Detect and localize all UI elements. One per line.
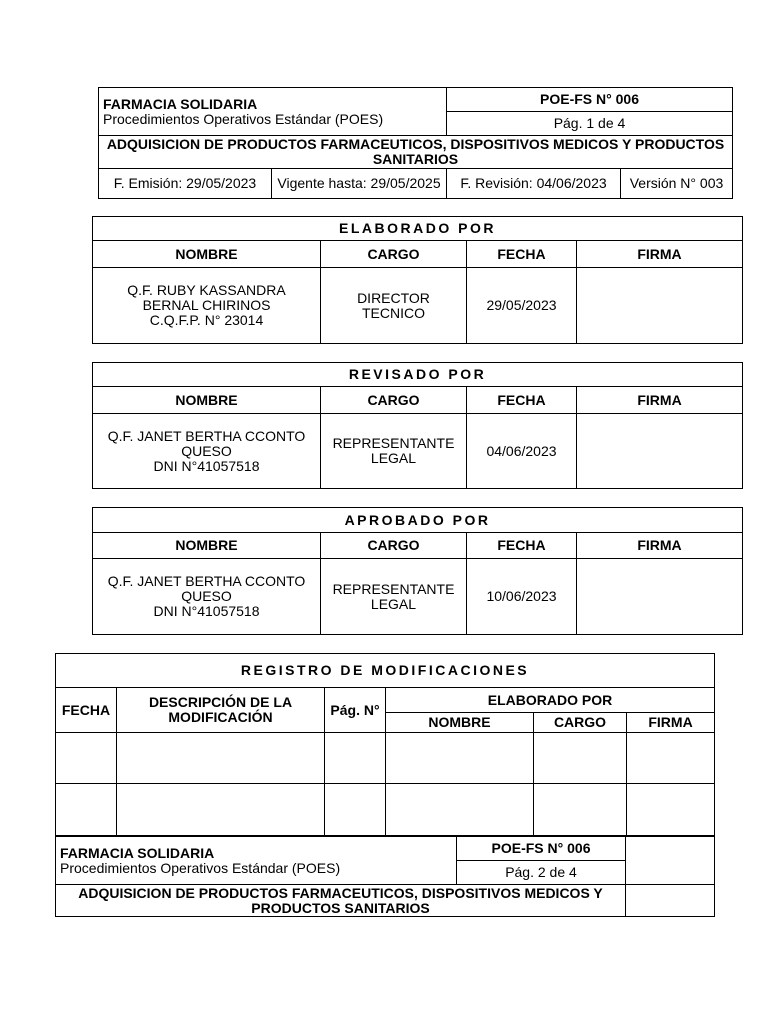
- firma-cell: [577, 414, 743, 489]
- col-firma: FIRMA: [577, 241, 743, 268]
- elaborado-table: [92, 216, 743, 344]
- nombre-line: BERNAL CHIRINOS: [142, 297, 271, 313]
- nombre-cell: [93, 414, 321, 489]
- empty-cell: [117, 784, 325, 836]
- registro-modificaciones-table: [55, 653, 715, 836]
- nombre-line: DNI N°41057518: [153, 603, 260, 619]
- company-cell: [99, 88, 447, 136]
- fecha-cell: 10/06/2023: [467, 559, 577, 635]
- empty-cell: [626, 885, 715, 917]
- table-row: [56, 733, 715, 784]
- section-title: ELABORADO POR: [93, 217, 743, 241]
- col-cargo: CARGO: [321, 533, 467, 559]
- valid-until: Vigente hasta: 29/05/2025: [272, 169, 447, 199]
- document-code: POE-FS N° 006: [447, 88, 733, 112]
- company-subtitle: Procedimientos Operativos Estándar (POES): [60, 859, 341, 876]
- col-descripcion: DESCRIPCIÓN DE LA MODIFICACIÓN: [117, 688, 325, 733]
- empty-cell: [627, 784, 715, 836]
- version-number: Versión N° 003: [621, 169, 733, 199]
- nombre-line: C.Q.F.P. N° 23014: [149, 312, 264, 328]
- nombre-line: Q.F. JANET BERTHA CCONTO: [107, 427, 306, 444]
- nombre-line: Q.F. JANET BERTHA CCONTO: [107, 573, 306, 589]
- company-name: FARMACIA SOLIDARIA: [60, 844, 215, 861]
- emission-date: F. Emisión: 29/05/2023: [99, 169, 272, 199]
- table-row: [56, 784, 715, 836]
- nombre-line: QUESO: [181, 442, 232, 459]
- col-firma: FIRMA: [577, 533, 743, 559]
- col-nombre: NOMBRE: [93, 533, 321, 559]
- col-nombre: NOMBRE: [386, 713, 534, 733]
- section-title: REGISTRO DE MODIFICACIONES: [56, 654, 715, 688]
- col-nombre: NOMBRE: [93, 387, 321, 414]
- fecha-cell: 29/05/2023: [467, 268, 577, 344]
- empty-cell: [325, 733, 386, 784]
- section-title: APROBADO POR: [93, 508, 743, 533]
- document-header-page-2: [55, 836, 715, 917]
- col-fecha: FECHA: [56, 688, 117, 733]
- company-subtitle: Procedimientos Operativos Estándar (POES): [103, 110, 384, 127]
- empty-cell: [534, 733, 627, 784]
- nombre-line: Q.F. RUBY KASSANDRA: [127, 282, 286, 298]
- cargo-cell: REPRESENTANTE LEGAL: [321, 559, 467, 635]
- col-cargo: CARGO: [534, 713, 627, 733]
- empty-cell: [534, 784, 627, 836]
- page-number: Pág. 2 de 4: [457, 861, 626, 885]
- nombre-line: QUESO: [181, 588, 232, 604]
- fecha-cell: 04/06/2023: [467, 414, 577, 489]
- company-name: FARMACIA SOLIDARIA: [103, 95, 258, 112]
- cargo-cell: DIRECTOR TECNICO: [321, 268, 467, 344]
- firma-cell: [577, 559, 743, 635]
- page-number: Pág. 1 de 4: [447, 112, 733, 136]
- empty-cell: [386, 733, 534, 784]
- document-title: ADQUISICION DE PRODUCTOS FARMACEUTICOS, DISPOSITIVOS MEDICOS Y PRODUCTOS SANITARIOS: [99, 136, 733, 169]
- col-cargo: CARGO: [321, 241, 467, 268]
- document-code: POE-FS N° 006: [457, 837, 626, 861]
- document-title: ADQUISICION DE PRODUCTOS FARMACEUTICOS, DISPOSITIVOS MEDICOS Y PRODUCTOS SANITARIOS: [56, 885, 626, 917]
- aprobado-table: [92, 507, 743, 635]
- empty-cell: [386, 784, 534, 836]
- firma-cell: [577, 268, 743, 344]
- nombre-line: DNI N°41057518: [153, 457, 260, 474]
- empty-cell: [117, 733, 325, 784]
- revisado-table: [92, 362, 743, 489]
- revision-date: F. Revisión: 04/06/2023: [447, 169, 621, 199]
- document-header-page-1: [98, 87, 733, 199]
- col-firma: FIRMA: [577, 387, 743, 414]
- section-title: REVISADO POR: [93, 363, 743, 387]
- col-fecha: FECHA: [467, 533, 577, 559]
- col-firma: FIRMA: [627, 713, 715, 733]
- empty-cell: [325, 784, 386, 836]
- empty-cell: [627, 733, 715, 784]
- cargo-cell: REPRESENTANTE LEGAL: [321, 414, 467, 489]
- col-fecha: FECHA: [467, 387, 577, 414]
- empty-cell: [56, 733, 117, 784]
- company-cell: [56, 837, 457, 885]
- col-fecha: FECHA: [467, 241, 577, 268]
- col-cargo: CARGO: [321, 387, 467, 414]
- col-elaborado-por: ELABORADO POR: [386, 688, 715, 713]
- col-nombre: NOMBRE: [93, 241, 321, 268]
- nombre-cell: [93, 268, 321, 344]
- empty-cell: [56, 784, 117, 836]
- logo-cell: [626, 837, 715, 885]
- nombre-cell: [93, 559, 321, 635]
- col-pagina: Pág. N°: [325, 688, 386, 733]
